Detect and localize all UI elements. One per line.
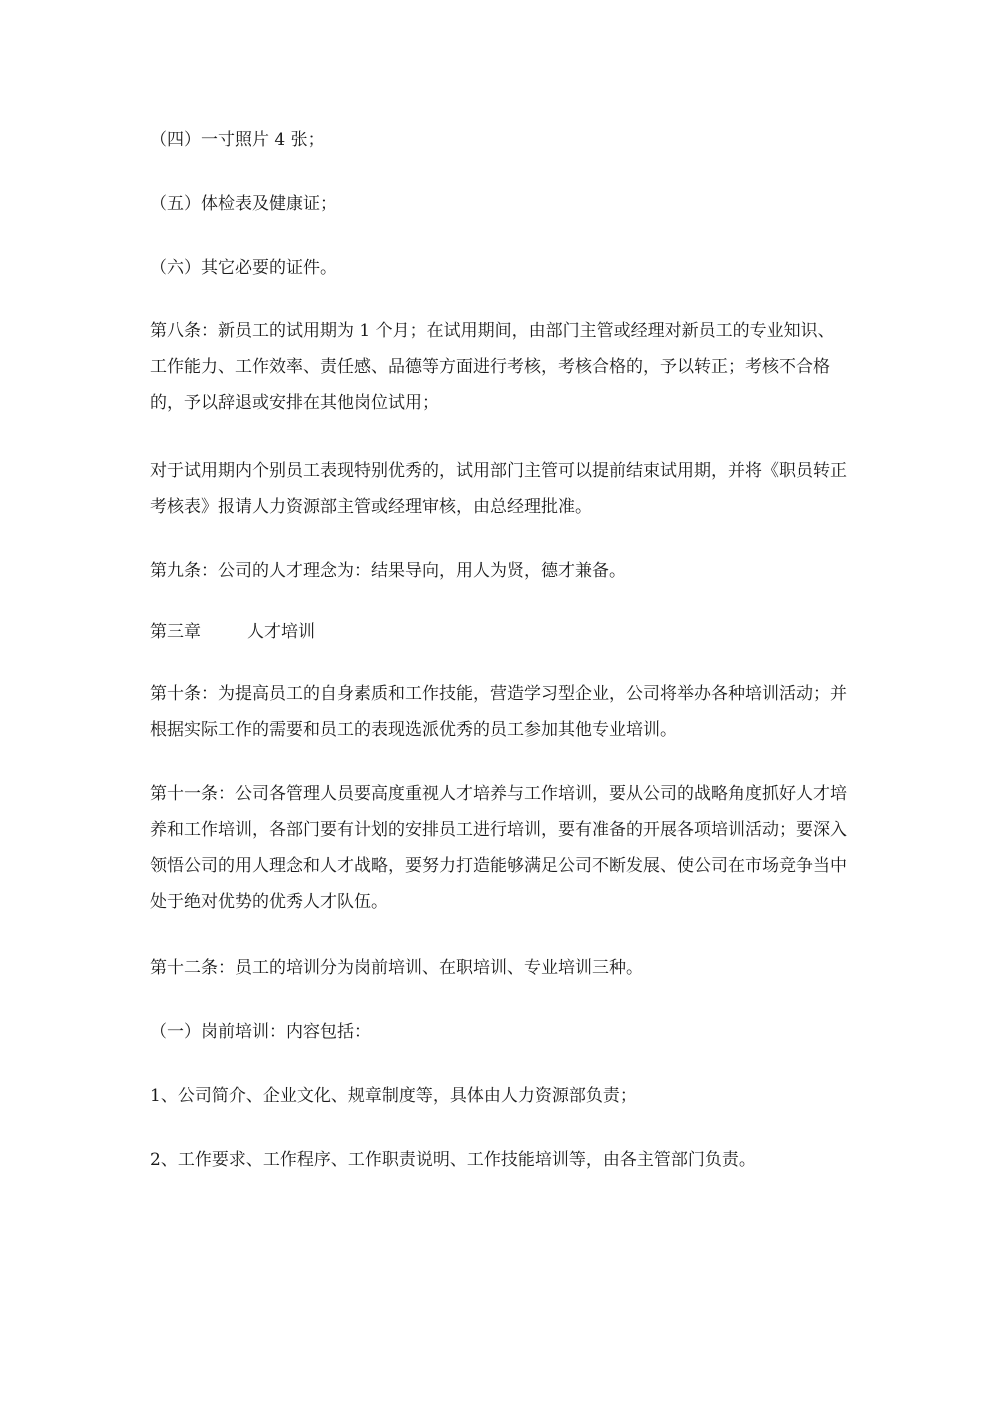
article-12: 第十二条：员工的培训分为岗前培训、在职培训、专业培训三种。 (150, 958, 643, 978)
item-photos: （四）一寸照片 4 张； (150, 130, 325, 150)
article-10: 第十条：为提高员工的自身素质和工作技能，营造学习型企业，公司将举办各种培训活动；并根据实际工作的需要和员工的表现选派优秀的员工参加其他专业培训。 (150, 684, 847, 740)
article-8-paragraph-2: 对于试用期内个别员工表现特别优秀的，试用部门主管可以提前结束试用期，并将《职员转正考核表》报请人力资源部主管或经理审核，由总经理批准。 (150, 461, 847, 517)
pre-job-training-item-2: 2、工作要求、工作程序、工作职责说明、工作技能培训等，由各主管部门负责。 (150, 1150, 756, 1170)
pre-job-training-item-1: 1、公司简介、企业文化、规章制度等，具体由人力资源部负责； (150, 1086, 637, 1106)
chapter-number: 第三章 (150, 622, 201, 642)
item-other-documents: （六）其它必要的证件。 (150, 258, 337, 278)
chapter-title: 人才培训 (247, 622, 315, 642)
article-8-paragraph-1: 第八条：新员工的试用期为 1 个月；在试用期间，由部门主管或经理对新员工的专业知识、工作能力、工作效率、责任感、品德等方面进行考核，考核合格的，予以转正；考核不合格的，予以辞退或安排在其他岗位试用； (150, 321, 835, 413)
chapter-3-heading (150, 614, 850, 650)
item-health-certificate: （五）体检表及健康证； (150, 194, 337, 214)
pre-job-training-heading: （一）岗前培训：内容包括： (150, 1022, 371, 1042)
article-11: 第十一条：公司各管理人员要高度重视人才培养与工作培训，要从公司的战略角度抓好人才培养和工作培训，各部门要有计划的安排员工进行培训，要有准备的开展各项培训活动；要深入领悟公司的用人理念和人才战略，要努力打造能够满足公司不断发展、使公司在市场竞争当中处于绝对优势的优秀人才队伍。 (150, 784, 847, 912)
article-9: 第九条：公司的人才理念为：结果导向，用人为贤，德才兼备。 (150, 561, 626, 581)
